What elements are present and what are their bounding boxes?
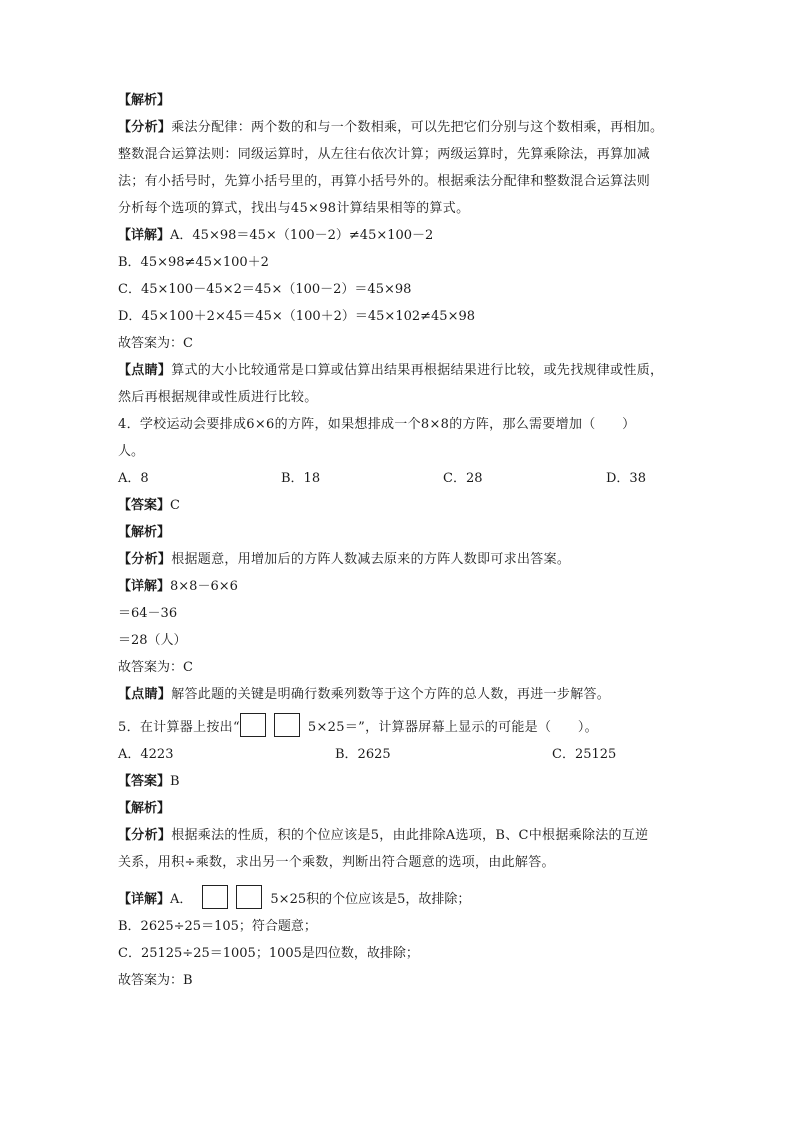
xiangjie-line: [118, 227, 678, 245]
fenxi-line: 整数混合运算法则：同级运算时，从左往右依次计算；两级运算时，先算乘除法，再算加减: [118, 147, 651, 162]
xiangjie-text: A．45×98＝45×（100－2）≠45×100－2: [170, 228, 434, 243]
dianjing-text: 解答此题的关键是明确行数乘列数等于这个方阵的总人数，再进一步解答。: [171, 687, 611, 702]
xiangjie-line: B．45×98≠45×100＋2: [118, 255, 269, 270]
fenxi-text: 根据题意，用增加后的方阵人数减去原来的方阵人数即可求出答案。: [171, 552, 571, 567]
daan-tag: 【答案】: [118, 498, 171, 513]
section-jiexi: 【解析】: [118, 801, 171, 816]
question-5-prefix: 5．在计算器上按出“: [118, 720, 240, 735]
xiangjie-line: B．2625÷25＝105；符合题意；: [118, 919, 317, 934]
document-page: [118, 92, 678, 990]
xiangjie-line: [118, 578, 678, 596]
fenxi-tag: 【分析】: [118, 120, 172, 135]
option-d: D．38: [606, 471, 646, 486]
xiangjie-a-prefix: A．: [170, 892, 193, 907]
fenxi-tag: 【分析】: [118, 552, 172, 567]
step-text: 8×8－6×6: [170, 579, 238, 594]
option-a: A．8: [118, 471, 149, 486]
question-5-options: [118, 746, 678, 764]
xiangjie-line: C．45×100－45×2＝45×（100－2）＝45×98: [118, 282, 412, 297]
fenxi-line: [118, 827, 678, 845]
dianjing-tag: 【点睛】: [118, 363, 172, 378]
fenxi-text: 根据乘法的性质，积的个位应该是5，由此排除A选项，B、C中根据乘除法的互逆: [171, 828, 649, 843]
answer-line: [118, 497, 678, 515]
answer-line: 故答案为：C: [118, 660, 193, 675]
option-c: C．25125: [552, 747, 617, 762]
fenxi-text: 乘法分配律：两个数的和与一个数相乘，可以先把它们分别与这个数相乘，再相加。: [171, 120, 664, 135]
fenxi-line: [118, 119, 678, 137]
daan-value: C: [170, 498, 180, 513]
question-5-text: [118, 713, 678, 737]
question-5-suffix: 5×25＝”，计算器屏幕上显示的可能是（ ）。: [307, 720, 598, 735]
daan-value: B: [170, 774, 180, 789]
step-line: ＝28（人）: [118, 633, 187, 648]
blank-box: [274, 713, 300, 737]
option-a: A．4223: [118, 747, 174, 762]
daan-tag: 【答案】: [118, 774, 171, 789]
xiangjie-line: D．45×100＋2×45＝45×（100＋2）＝45×102≠45×98: [118, 309, 476, 324]
xiangjie-tag: 【详解】: [118, 228, 171, 243]
fenxi-line: 分析每个选项的算式，找出与45×98计算结果相等的算式。: [118, 201, 470, 216]
question-4-text: 4．学校运动会要排成6×6的方阵，如果想排成一个8×8的方阵，那么需要增加（ ）: [118, 417, 636, 432]
dianjing-text: 算式的大小比较通常是口算或估算出结果再根据结果进行比较，或先找规律或性质，: [171, 363, 664, 378]
section-jiexi: 【解析】: [118, 525, 171, 540]
option-b: B．2625: [335, 747, 391, 762]
xiangjie-tag: 【详解】: [118, 579, 171, 594]
blank-box: [240, 713, 266, 737]
xiangjie-line: C．25125÷25＝1005；1005是四位数，故排除；: [118, 946, 419, 961]
xiangjie-line: [118, 885, 678, 909]
question-4-options: [118, 470, 678, 488]
xiangjie-tag: 【详解】: [118, 892, 171, 907]
section-jiexi: 【解析】: [118, 93, 171, 108]
dianjing-tag: 【点睛】: [118, 687, 172, 702]
fenxi-tag: 【分析】: [118, 828, 172, 843]
fenxi-line: 关系，用积÷乘数，求出另一个乘数，判断出符合题意的选项，由此解答。: [118, 855, 555, 870]
fenxi-line: 法；有小括号时，先算小括号里的，再算小括号外的。根据乘法分配律和整数混合运算法则: [118, 174, 651, 189]
dianjing-line: 然后再根据规律或性质进行比较。: [118, 390, 318, 405]
blank-box: [202, 885, 228, 909]
answer-line: 故答案为：B: [118, 973, 193, 988]
answer-line: [118, 773, 678, 791]
dianjing-line: [118, 362, 678, 380]
xiangjie-a-suffix: 5×25积的个位应该是5，故排除；: [270, 892, 471, 907]
answer-line: 故答案为：C: [118, 336, 193, 351]
dianjing-line: [118, 686, 678, 704]
option-b: B．18: [281, 471, 321, 486]
option-c: C．28: [443, 471, 483, 486]
fenxi-line: [118, 551, 678, 569]
blank-box: [236, 885, 262, 909]
step-line: ＝64－36: [118, 606, 178, 621]
question-4-text: 人。: [118, 444, 145, 459]
